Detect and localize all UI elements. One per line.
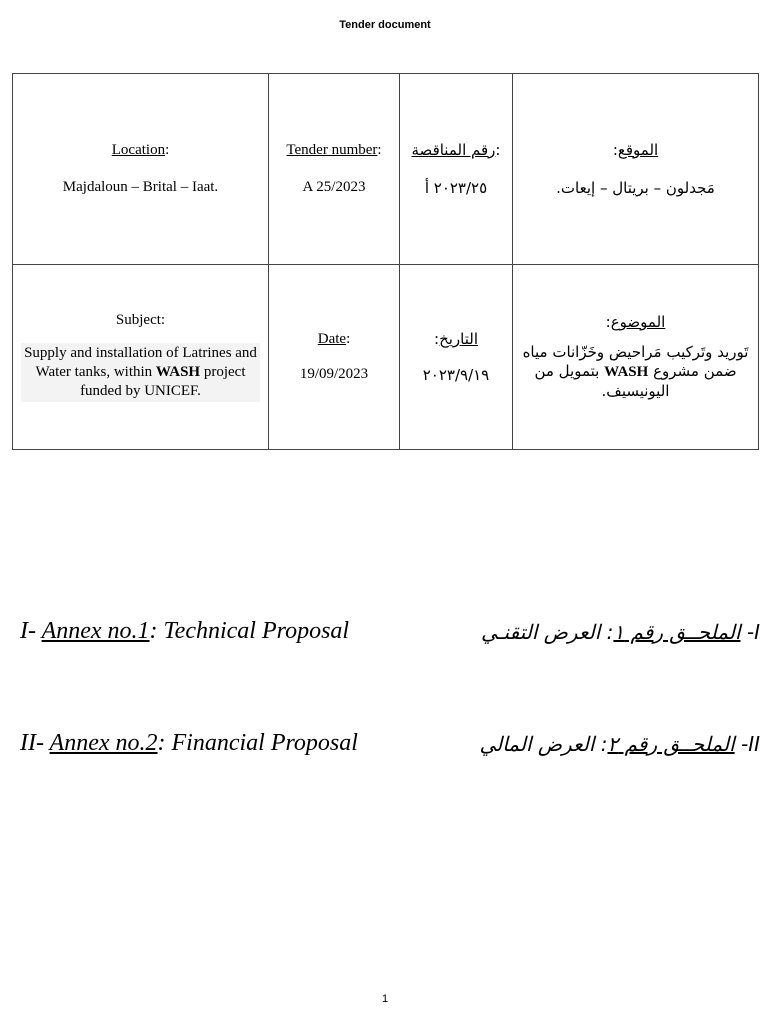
date-ar-cell [400, 265, 513, 450]
annex-1-ar [481, 620, 760, 644]
subject-value-part2: project funded by UNICEF. [80, 364, 246, 399]
subject-ar-colon: : [605, 313, 611, 331]
annex-2-en-prefix: II- [20, 730, 50, 756]
location-label: Location [111, 142, 166, 158]
annex-1-row [0, 618, 770, 654]
annex-2-en-suffix: : Financial Proposal [157, 730, 358, 756]
tender-number-label: Tender number [286, 142, 378, 158]
location-cell [13, 74, 269, 265]
annex-1-ar-prefix: I- [740, 620, 760, 644]
location-ar-colon: : [612, 141, 618, 159]
location-colon: : [165, 142, 170, 158]
subject-ar-value-part1: تَوريد وتَركيب مَراحيض وخَزّانات مياه ضمن مشروع [522, 343, 749, 380]
tender-number-ar-cell [400, 74, 513, 265]
tender-info-table [12, 73, 759, 450]
annex-2-ar [479, 732, 760, 756]
date-label: Date [317, 331, 347, 347]
date-ar-label: التاريخ [439, 330, 478, 348]
subject-cell [13, 265, 269, 450]
location-value: Majdaloun – Brital – Iaat. [62, 179, 219, 195]
tender-number-cell [269, 74, 400, 265]
tender-number-value: A 25/2023 [302, 179, 366, 195]
annex-1-ar-link[interactable]: الملحــق رقم ١ [613, 620, 741, 644]
subject-label: Subject: [115, 312, 166, 328]
annex-2-ar-link[interactable]: الملحــق رقم ٢ [607, 732, 735, 756]
annex-1-en-prefix: I- [20, 618, 42, 644]
table-row [13, 74, 759, 265]
tender-number-ar-label: رقم المناقصة [411, 141, 496, 159]
date-ar-value: ٢٠٢٣/٩/١٩ [422, 366, 490, 384]
subject-ar-value-part2: بتمويل من اليونيسيف. [534, 362, 670, 400]
annex-2-ar-suffix: : العرض المالي [479, 732, 608, 756]
annex-2-link[interactable]: Annex no.2 [49, 730, 158, 756]
subject-value [21, 343, 260, 402]
annex-2-ar-prefix: II- [734, 732, 760, 756]
page-number: 1 [381, 993, 389, 1005]
annex-1-en-suffix: : Technical Proposal [149, 618, 350, 644]
date-colon: : [346, 331, 351, 347]
location-ar-label: الموقع [617, 141, 659, 159]
date-value: 19/09/2023 [299, 366, 369, 382]
table-row [13, 265, 759, 450]
subject-value-part1: Supply and installation of Latrines and Water tanks, within [24, 345, 257, 380]
date-cell [269, 265, 400, 450]
subject-ar-value-bold: WASH [604, 364, 649, 380]
subject-ar-value [517, 343, 754, 401]
document-header: Tender document [339, 19, 431, 31]
annex-2-row [0, 730, 770, 766]
subject-ar-cell [513, 265, 759, 450]
location-ar-cell [513, 74, 759, 265]
date-ar-colon: : [434, 330, 440, 348]
annex-1-ar-suffix: : العرض التقنـي [481, 620, 614, 644]
subject-ar-label: الموضوع [610, 313, 666, 331]
location-ar-value: مَجدلون – بريتال – إيعات. [556, 179, 715, 197]
tender-number-ar-value: ٢٠٢٣/٢٥ أ [424, 179, 488, 197]
tender-number-colon: : [377, 142, 382, 158]
annex-2-en [20, 730, 358, 757]
annex-1-en [20, 618, 349, 645]
subject-value-bold: WASH [155, 364, 201, 380]
tender-number-ar-colon: : [495, 141, 501, 159]
annex-1-link[interactable]: Annex no.1 [41, 618, 150, 644]
